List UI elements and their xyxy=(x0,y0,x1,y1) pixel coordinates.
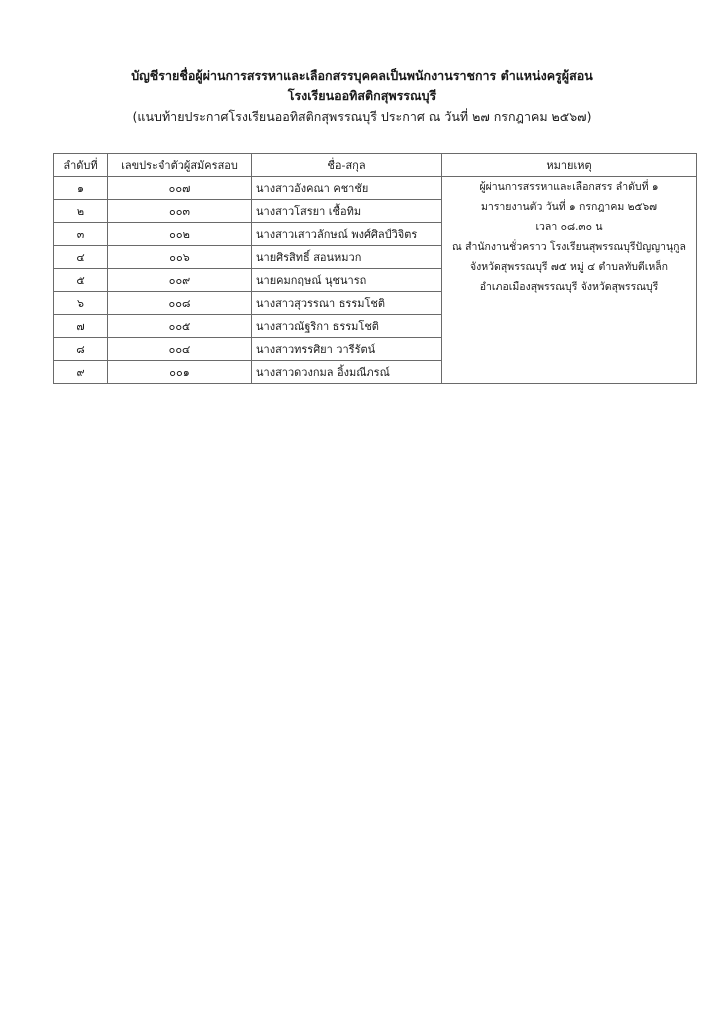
row-order: ๖ xyxy=(54,292,108,315)
row-applicant-id: ๐๐๒ xyxy=(108,223,252,246)
remarks-line: อำเภอเมืองสุพรรณบุรี จังหวัดสุพรรณบุรี xyxy=(479,281,659,293)
candidate-table xyxy=(53,153,697,384)
row-name: นางสาวดวงกมล อิ้งมณีภรณ์ xyxy=(252,361,442,384)
row-name: นางสาวอังคณา คชาชัย xyxy=(252,177,442,200)
row-applicant-id: ๐๐๓ xyxy=(108,200,252,223)
row-name: นางสาวทรรศิยา วารีรัตน์ xyxy=(252,338,442,361)
row-order: ๔ xyxy=(54,246,108,269)
row-name: นายศิรสิทธิ์ สอนหมวก xyxy=(252,246,442,269)
row-applicant-id: ๐๐๙ xyxy=(108,269,252,292)
row-name: นางสาวณัฐริกา ธรรมโชติ xyxy=(252,315,442,338)
table-row xyxy=(54,177,697,200)
row-name: นางสาวโสรยา เชื้อทิม xyxy=(252,200,442,223)
row-applicant-id: ๐๐๖ xyxy=(108,246,252,269)
row-name: นางสาวสุวรรณา ธรรมโชติ xyxy=(252,292,442,315)
column-header-name: ชื่อ-สกุล xyxy=(252,154,442,177)
row-order: ๕ xyxy=(54,269,108,292)
row-applicant-id: ๐๐๕ xyxy=(108,315,252,338)
row-order: ๙ xyxy=(54,361,108,384)
remarks-line: มารายงานตัว วันที่ ๑ กรกฎาคม ๒๕๖๗ xyxy=(480,201,658,213)
document-title-line-1: บัญชีรายชื่อผู้ผ่านการสรรหาและเลือกสรรบุคคลเป็นพนักงานราชการ ตำแหน่งครูผู้สอน xyxy=(131,68,593,83)
document-subtitle: (แนบท้ายประกาศโรงเรียนออทิสติกสุพรรณบุรี ประกาศ ณ วันที่ ๒๗ กรกฎาคม ๒๕๖๗) xyxy=(132,109,592,124)
row-applicant-id: ๐๐๑ xyxy=(108,361,252,384)
document-header xyxy=(0,66,724,127)
row-order: ๑ xyxy=(54,177,108,200)
remarks-cell xyxy=(442,177,697,384)
row-name: นายคมกฤษณ์ นุชนารถ xyxy=(252,269,442,292)
remarks-line: เวลา ๐๘.๓๐ น xyxy=(535,221,603,233)
row-applicant-id: ๐๐๔ xyxy=(108,338,252,361)
remarks-line: จังหวัดสุพรรณบุรี ๗๕ หมู่ ๔ ตำบลทับตีเหล็ก xyxy=(469,261,669,273)
remarks-line: ผู้ผ่านการสรรหาและเลือกสรร ลำดับที่ ๑ xyxy=(479,181,659,193)
column-header-remarks: หมายเหตุ xyxy=(442,154,697,177)
column-header-order: ลำดับที่ xyxy=(54,154,108,177)
row-order: ๒ xyxy=(54,200,108,223)
table-header-row xyxy=(54,154,697,177)
row-order: ๘ xyxy=(54,338,108,361)
column-header-applicant-id: เลขประจำตัวผู้สมัครสอบ xyxy=(108,154,252,177)
row-applicant-id: ๐๐๘ xyxy=(108,292,252,315)
document-title-line-2: โรงเรียนออทิสติกสุพรรณบุรี xyxy=(287,88,437,103)
row-applicant-id: ๐๐๗ xyxy=(108,177,252,200)
row-order: ๗ xyxy=(54,315,108,338)
row-name: นางสาวเสาวลักษณ์ พงศ์ศิลป์วิจิตร xyxy=(252,223,442,246)
remarks-line: ณ สำนักงานชั่วคราว โรงเรียนสุพรรณบุรีปัญญานุกูล xyxy=(452,241,686,253)
row-order: ๓ xyxy=(54,223,108,246)
